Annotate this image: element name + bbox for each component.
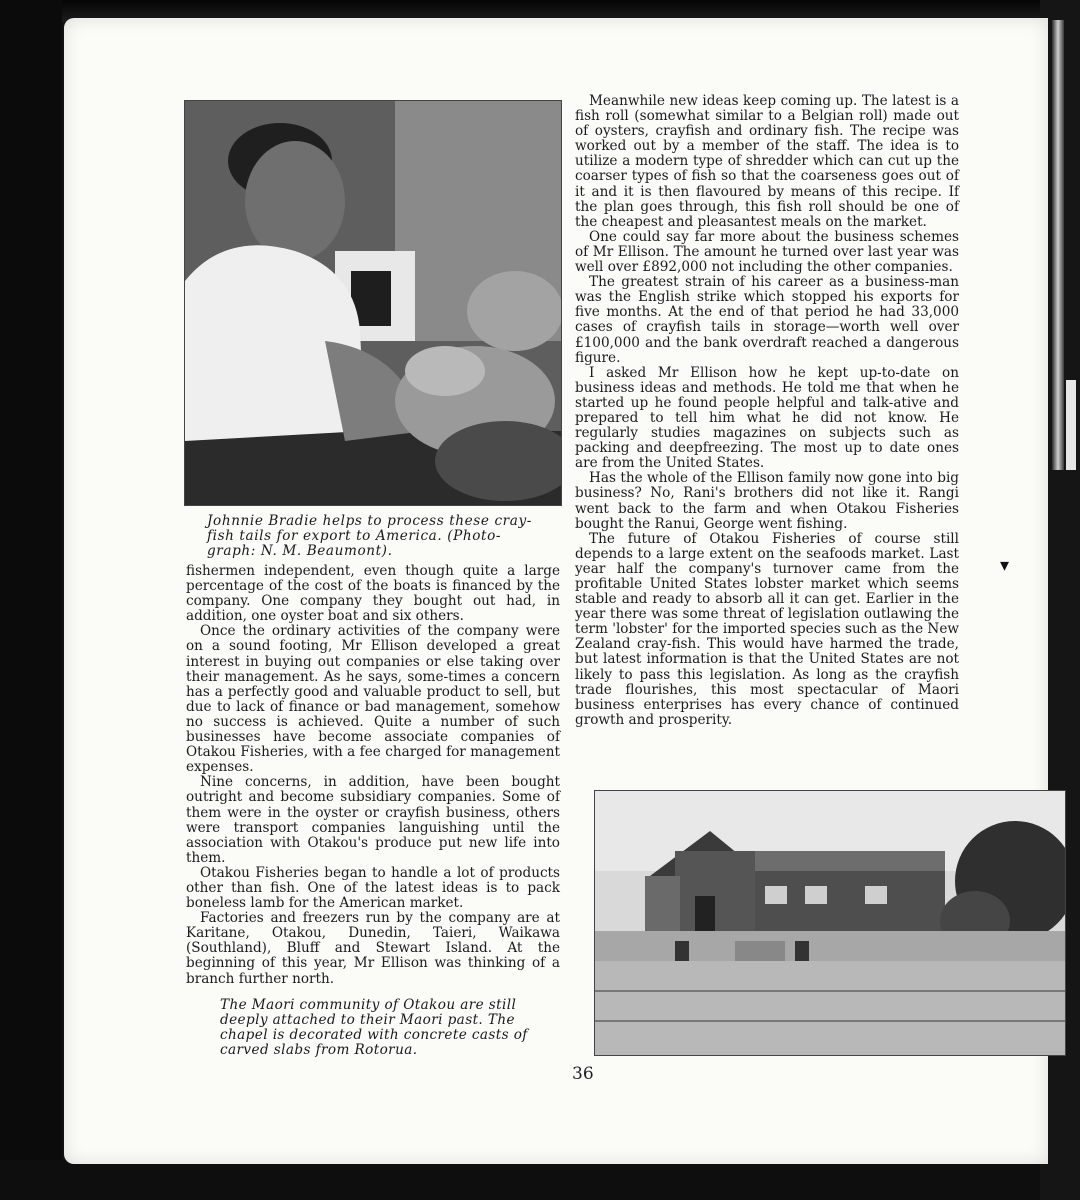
paragraph: One could say far more about the business schemes of Mr Ellison. The amount he turned over last year was well over £892,000 not including the other companies. xyxy=(575,228,959,276)
crayfish-worker-illustration xyxy=(185,101,561,505)
page-number: 36 xyxy=(572,1064,594,1084)
paragraph: The greatest strain of his career as a business-man was the English strike which stopped his exports for five months. At the end of that period he had 33,000 cases of crayfish tails in storage—worth well over £100,000 and the bank overdraft reached a dangerous figure. xyxy=(575,274,959,366)
magazine-page xyxy=(64,18,1048,1164)
chapel-photo-caption: The Maori community of Otakou are still deeply attached to their Maori past. The chapel is decorated with concrete casts of carved slabs from Rotorua. xyxy=(220,997,528,1058)
crayfish-photo-caption: Johnnie Bradie helps to process these cray-fish tails for export to America. (Photo-graph: N. M. Beaumont). xyxy=(207,513,532,559)
paragraph: Factories and freezers run by the company are at Karitane, Otakou, Dunedin, Taieri, Waikawa (Southland), Bluff and Stewart Island. At the beginning of this year, Mr Ellison was thinking of a branch further north. xyxy=(186,910,560,987)
paragraph: The future of Otakou Fisheries of course still depends to a large extent on the seafoods market. Last year half the company's turnover came from the profitable United States lobster market which seems stable and ready to absorb all it can get. Earlier in the year there was some threat of legislation outlawing the term 'lobster' for the imported species such as the New Zealand cray-fish. This would have harmed the trade, but latest information is that the United States are not likely to pass this legislation. As long as the crayfish trade flourishes, this most spectacular of Maori business enterprises has every chance of continued growth and prosperity. xyxy=(575,530,960,728)
paragraph: Once the ordinary activities of the company were on a sound footing, Mr Ellison developed a great interest in buying out companies or else taking over their management. As he says, some-times a concern has a perfectly good and valuable product to sell, but due to lack of finance or bad management, somehow no success is achieved. Quite a number of such businesses have become associate companies of Otakou Fisheries, with a fee charged for management expenses. xyxy=(186,623,560,776)
scan-border-bottom xyxy=(0,1160,1080,1200)
paragraph: I asked Mr Ellison how he kept up-to-date on business ideas and methods. He told me that when he started up he found people helpful and talk-ative and prepared to tell him what he did not know. He regularly studies magazines on subjects such as packing and deepfreezing. The most up to date ones are from the United States. xyxy=(575,364,959,472)
scan-border-left xyxy=(0,0,62,1200)
right-column-text xyxy=(575,94,959,728)
paragraph: fishermen independent, even though quite a large percentage of the cost of the boats is financed by the company. One company they bought out had, in addition, one oyster boat and six others. xyxy=(186,563,560,625)
left-column-text xyxy=(186,564,560,987)
crayfish-photo xyxy=(184,100,562,506)
paragraph: Meanwhile new ideas keep coming up. The latest is a fish roll (somewhat similar to a Belgian roll) made out of oysters, crayfish and ordinary fish. The recipe was worked out by a member of the staff. The idea is to utilize a modern type of shredder which can cut up the coarser types of fish so that the coarseness goes out of it and it is then flavoured by means of this recipe. If the plan goes through, this fish roll should be one of the cheapest and pleasantest meals on the market. xyxy=(575,93,959,230)
book-spine xyxy=(1052,20,1064,470)
scan-mark: ▾ xyxy=(1000,555,1010,576)
book-spine-edge xyxy=(1066,380,1076,470)
paragraph: Has the whole of the Ellison family now gone into big business? No, Rani's brothers did not like it. Rangi went back to the farm and when Otakou Fisheries bought the Ranui, George went fishing. xyxy=(575,470,959,532)
paragraph: Otakou Fisheries began to handle a lot of products other than fish. One of the latest ideas is to pack boneless lamb for the American market. xyxy=(186,864,560,912)
chapel-photo xyxy=(594,790,1066,1056)
paragraph: Nine concerns, in addition, have been bought outright and become subsidiary companies. Some of them were in the oyster or crayfish business, others were transport companies languishing until the association with Otakou's produce put new life into them. xyxy=(186,774,560,866)
chapel-illustration xyxy=(595,791,1065,1055)
